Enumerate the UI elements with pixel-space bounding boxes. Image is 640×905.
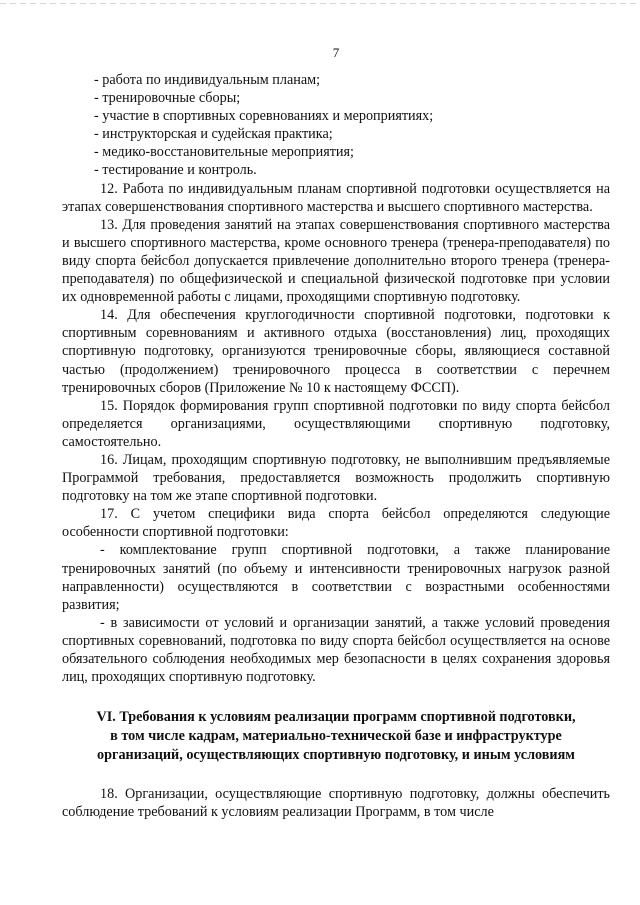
paragraph-14: 14. Для обеспечения круглогодичности спортивной подготовки, подготовки к спортивным соревнованиям и активного отдыха (восстановления) лиц, проходящих спортивную подготовку, организуются тренировочные сборы, являющиеся составной частью (продолжением) тренировочного процесса в соответствии с перечнем тренировочных сборов (Приложение № 10 к настоящему ФССП). bbox=[62, 307, 610, 396]
list-item: - работа по индивидуальным планам; bbox=[94, 72, 321, 88]
paragraph-17-item-2: - в зависимости от условий и организации занятий, а также условий проведения спортивных соревнований, подготовка по виду спорта бейсбол осуществляется на основе обязательного соблюдения необходимых мер безопасности в целях сохранения здоровья лиц, проходящих спортивную подготовку. bbox=[62, 614, 610, 686]
list-item: - тренировочные сборы; bbox=[94, 90, 241, 107]
paragraph-15: 15. Порядок формирования групп спортивной подготовки по виду спорта бейсбол определяется организациями, осуществляющими спортивную подготовку, самостоятельно. bbox=[62, 397, 610, 450]
list-item: - тестирование и контроль. bbox=[94, 162, 257, 179]
section-heading-line: организаций, осуществляющих спортивную подготовку, и иным условиям bbox=[97, 747, 575, 764]
paragraph-18: 18. Организации, осуществляющие спортивную подготовку, должны обеспечить соблюдение требований к условиям реализации Программ, в том числе bbox=[62, 786, 610, 821]
paragraph-12: 12. Работа по индивидуальным планам спортивной подготовки осуществляется на этапах совершенствования спортивного мастерства и высшего спортивного мастерства. bbox=[62, 180, 610, 215]
document-body bbox=[62, 71, 610, 821]
training-forms-list bbox=[62, 71, 610, 180]
section-heading-line: VI. Требования к условиям реализации программ спортивной подготовки, bbox=[96, 709, 576, 726]
section-heading-line: в том числе кадрам, материально-технической базе и инфраструктуре bbox=[110, 728, 562, 745]
page-number: 7 bbox=[332, 45, 340, 60]
list-item: - участие в спортивных соревнованиях и мероприятиях; bbox=[94, 108, 434, 125]
list-item: - медико-восстановительные мероприятия; bbox=[94, 144, 354, 161]
paragraph-16: 16. Лицам, проходящим спортивную подготовку, не выполнившим предъявляемые Программой требования, предоставляется возможность продолжить спортивную подготовку на том же этапе спортивной подготовки. bbox=[62, 451, 610, 505]
list-item: - инструкторская и судейская практика; bbox=[94, 126, 333, 143]
scan-edge bbox=[0, 3, 640, 4]
paragraph-17: 17. С учетом специфики вида спорта бейсбол определяются следующие особенности спортивной подготовки: bbox=[62, 506, 610, 541]
paragraph-17-item-1: - комплектование групп спортивной подготовки, а также планирование тренировочных занятий (по объему и интенсивности тренировочных нагрузок разной направленности) осуществляются в соответствии с возрастными особенностями развития; bbox=[62, 542, 610, 613]
paragraph-13: 13. Для проведения занятий на этапах совершенствования спортивного мастерства и высшего спортивного мастерства, кроме основного тренера (тренера-преподавателя) по виду спорта бейсбол допускается привлечение дополнительно второго тренера (тренера-преподавателя) по общефизической и специальной физической подготовке при условии их одновременной работы с лицами, проходящими спортивную подготовку. bbox=[62, 216, 610, 306]
section-heading bbox=[62, 708, 610, 765]
